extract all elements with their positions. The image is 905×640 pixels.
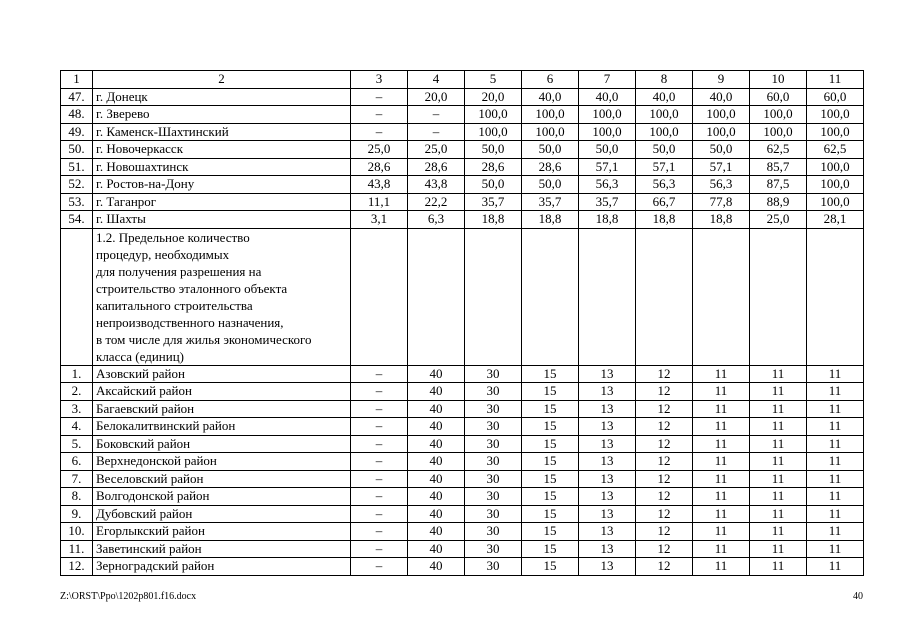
footer-file-path: Z:\ORST\Ppo\1202p801.f16.docx: [60, 591, 197, 602]
row-value: 100,0: [750, 123, 807, 141]
row-value: 40,0: [579, 88, 636, 106]
section-title-line: в том числе для жилья экономического: [96, 331, 312, 347]
row-number: 4.: [61, 418, 93, 436]
column-header: 4: [408, 71, 465, 89]
row-value: 11: [807, 383, 864, 401]
row-value: 50,0: [579, 141, 636, 159]
row-value: 11: [750, 400, 807, 418]
row-name: Зерноградский район: [93, 558, 351, 576]
row-value: 11,1: [351, 193, 408, 211]
row-value: 12: [636, 470, 693, 488]
row-value: 100,0: [750, 106, 807, 124]
row-value: 100,0: [807, 158, 864, 176]
row-value: 15: [522, 400, 579, 418]
row-value: 11: [750, 488, 807, 506]
column-header: 3: [351, 71, 408, 89]
row-value: 100,0: [807, 106, 864, 124]
row-value: 11: [807, 523, 864, 541]
section-title-line: для получения разрешения на: [96, 263, 262, 279]
row-value: 88,9: [750, 193, 807, 211]
table-row: [61, 540, 864, 558]
row-value: 100,0: [807, 193, 864, 211]
row-number: 52.: [61, 176, 93, 194]
row-value: 12: [636, 365, 693, 383]
row-number: 47.: [61, 88, 93, 106]
section-title-line: 1.2. Предельное количество: [96, 229, 250, 245]
row-number: 1.: [61, 365, 93, 383]
row-value: 50,0: [636, 141, 693, 159]
row-value: 15: [522, 383, 579, 401]
row-value: 15: [522, 505, 579, 523]
row-value: 30: [465, 383, 522, 401]
empty-cell: [579, 228, 636, 365]
row-number: 10.: [61, 523, 93, 541]
row-name: Аксайский район: [93, 383, 351, 401]
row-number: 3.: [61, 400, 93, 418]
row-value: 40: [408, 488, 465, 506]
row-value: 43,8: [408, 176, 465, 194]
row-value: 43,8: [351, 176, 408, 194]
row-name: г. Каменск-Шахтинский: [93, 123, 351, 141]
row-value: 13: [579, 400, 636, 418]
row-value: 50,0: [465, 176, 522, 194]
row-value: 11: [693, 383, 750, 401]
row-value: 13: [579, 558, 636, 576]
row-value: 56,3: [693, 176, 750, 194]
row-value: 50,0: [693, 141, 750, 159]
row-value: 56,3: [579, 176, 636, 194]
row-value: 11: [807, 470, 864, 488]
row-value: 11: [750, 470, 807, 488]
row-value: –: [351, 435, 408, 453]
row-value: 25,0: [351, 141, 408, 159]
column-header: 2: [93, 71, 351, 89]
row-value: 18,8: [465, 211, 522, 229]
row-value: 28,6: [465, 158, 522, 176]
table-row: [61, 365, 864, 383]
row-value: 40: [408, 540, 465, 558]
row-value: 11: [750, 383, 807, 401]
table-row: [61, 88, 864, 106]
empty-cell: [693, 228, 750, 365]
row-name: г. Донецк: [93, 88, 351, 106]
row-value: 11: [750, 505, 807, 523]
row-value: 18,8: [579, 211, 636, 229]
row-name: Азовский район: [93, 365, 351, 383]
row-number: 6.: [61, 453, 93, 471]
row-value: 40: [408, 523, 465, 541]
row-name: Белокалитвинский район: [93, 418, 351, 436]
row-value: 15: [522, 453, 579, 471]
row-number: 50.: [61, 141, 93, 159]
row-value: 18,8: [636, 211, 693, 229]
row-value: 25,0: [408, 141, 465, 159]
row-value: 11: [807, 418, 864, 436]
section-row: [61, 228, 864, 365]
table-row: [61, 523, 864, 541]
row-value: 100,0: [693, 123, 750, 141]
row-name: г. Новочеркасск: [93, 141, 351, 159]
empty-cell: [351, 228, 408, 365]
row-value: –: [351, 123, 408, 141]
row-name: Веселовский район: [93, 470, 351, 488]
row-value: 50,0: [522, 141, 579, 159]
row-value: 12: [636, 540, 693, 558]
row-value: 35,7: [465, 193, 522, 211]
row-value: 11: [807, 540, 864, 558]
row-value: 30: [465, 540, 522, 558]
row-number: 12.: [61, 558, 93, 576]
row-value: 11: [807, 435, 864, 453]
row-value: 11: [750, 540, 807, 558]
row-value: 100,0: [636, 106, 693, 124]
row-value: –: [351, 540, 408, 558]
row-value: 100,0: [807, 176, 864, 194]
row-value: 40: [408, 383, 465, 401]
row-value: 18,8: [693, 211, 750, 229]
row-value: 11: [750, 435, 807, 453]
row-value: –: [351, 488, 408, 506]
row-value: 11: [750, 453, 807, 471]
column-header: 6: [522, 71, 579, 89]
row-value: 13: [579, 505, 636, 523]
row-value: 28,1: [807, 211, 864, 229]
row-value: 50,0: [465, 141, 522, 159]
row-number: 7.: [61, 470, 93, 488]
row-value: 28,6: [351, 158, 408, 176]
table-body: [61, 71, 864, 576]
column-header: 9: [693, 71, 750, 89]
row-value: 57,1: [693, 158, 750, 176]
row-value: 13: [579, 435, 636, 453]
table-row: [61, 488, 864, 506]
row-value: 12: [636, 400, 693, 418]
row-value: 11: [693, 523, 750, 541]
row-value: 40: [408, 400, 465, 418]
column-header: 11: [807, 71, 864, 89]
row-value: 13: [579, 418, 636, 436]
row-value: 11: [693, 558, 750, 576]
row-value: 11: [750, 365, 807, 383]
empty-cell: [750, 228, 807, 365]
column-header: 8: [636, 71, 693, 89]
row-name: Заветинский район: [93, 540, 351, 558]
row-value: 100,0: [522, 123, 579, 141]
row-name: г. Ростов-на-Дону: [93, 176, 351, 194]
row-value: –: [351, 400, 408, 418]
row-value: 62,5: [750, 141, 807, 159]
row-name: Верхнедонской район: [93, 453, 351, 471]
row-value: 40,0: [636, 88, 693, 106]
row-value: 11: [807, 505, 864, 523]
row-name: Боковский район: [93, 435, 351, 453]
row-name: г. Новошахтинск: [93, 158, 351, 176]
empty-cell: [522, 228, 579, 365]
row-value: 15: [522, 558, 579, 576]
row-value: 11: [693, 470, 750, 488]
table-row: [61, 400, 864, 418]
row-value: 25,0: [750, 211, 807, 229]
row-value: 30: [465, 435, 522, 453]
row-value: 100,0: [693, 106, 750, 124]
row-value: 3,1: [351, 211, 408, 229]
row-number: 11.: [61, 540, 93, 558]
row-value: 11: [807, 453, 864, 471]
row-value: 40: [408, 453, 465, 471]
row-value: 11: [693, 505, 750, 523]
row-number: 54.: [61, 211, 93, 229]
section-title-line: капитального строительства: [96, 297, 253, 313]
row-value: 11: [807, 365, 864, 383]
row-name: Дубовский район: [93, 505, 351, 523]
row-value: 40,0: [693, 88, 750, 106]
table-row: [61, 106, 864, 124]
row-value: 18,8: [522, 211, 579, 229]
row-value: –: [351, 88, 408, 106]
row-value: 40,0: [522, 88, 579, 106]
row-value: 30: [465, 505, 522, 523]
column-header: 7: [579, 71, 636, 89]
row-value: 30: [465, 558, 522, 576]
row-value: 35,7: [522, 193, 579, 211]
row-value: 30: [465, 488, 522, 506]
section-title: [93, 228, 351, 365]
row-value: –: [351, 106, 408, 124]
section-title-line: непроизводственного назначения,: [96, 314, 284, 330]
row-value: 40: [408, 470, 465, 488]
row-value: 60,0: [750, 88, 807, 106]
row-value: 40: [408, 365, 465, 383]
row-value: 100,0: [579, 106, 636, 124]
row-name: г. Таганрог: [93, 193, 351, 211]
row-value: 11: [750, 523, 807, 541]
row-name: Егорлыкский район: [93, 523, 351, 541]
row-value: 15: [522, 488, 579, 506]
data-table: [60, 70, 864, 576]
column-header: 1: [61, 71, 93, 89]
row-number: 48.: [61, 106, 93, 124]
row-value: 100,0: [465, 123, 522, 141]
row-value: 30: [465, 470, 522, 488]
row-value: 11: [807, 558, 864, 576]
empty-cell: [636, 228, 693, 365]
row-value: 13: [579, 523, 636, 541]
column-header: 5: [465, 71, 522, 89]
row-value: 56,3: [636, 176, 693, 194]
row-value: 30: [465, 453, 522, 471]
row-value: 22,2: [408, 193, 465, 211]
row-value: 11: [693, 488, 750, 506]
section-title-line: процедур, необходимых: [96, 246, 230, 262]
empty-cell: [807, 228, 864, 365]
row-value: 11: [693, 540, 750, 558]
row-value: –: [408, 106, 465, 124]
row-name: Багаевский район: [93, 400, 351, 418]
row-number: 8.: [61, 488, 93, 506]
row-value: 13: [579, 540, 636, 558]
header-row: [61, 71, 864, 89]
row-value: 20,0: [465, 88, 522, 106]
table-row: [61, 383, 864, 401]
row-number: 9.: [61, 505, 93, 523]
footer-page-number: 40: [853, 591, 863, 602]
row-name: г. Шахты: [93, 211, 351, 229]
row-value: –: [351, 453, 408, 471]
row-value: 11: [693, 365, 750, 383]
row-value: 57,1: [636, 158, 693, 176]
row-number: 53.: [61, 193, 93, 211]
row-value: –: [408, 123, 465, 141]
section-title-line: строительство эталонного объекта: [96, 280, 288, 296]
table-row: [61, 418, 864, 436]
row-value: 30: [465, 418, 522, 436]
row-value: 35,7: [579, 193, 636, 211]
table-row: [61, 176, 864, 194]
row-value: 11: [693, 418, 750, 436]
row-value: 13: [579, 365, 636, 383]
row-number: 49.: [61, 123, 93, 141]
row-value: 6,3: [408, 211, 465, 229]
row-value: 40: [408, 435, 465, 453]
row-value: 11: [693, 400, 750, 418]
row-value: –: [351, 558, 408, 576]
row-value: 15: [522, 540, 579, 558]
row-value: 15: [522, 470, 579, 488]
row-value: 12: [636, 558, 693, 576]
row-number: 51.: [61, 158, 93, 176]
row-value: 13: [579, 470, 636, 488]
table-row: [61, 193, 864, 211]
row-value: 11: [750, 558, 807, 576]
table-row: [61, 558, 864, 576]
section-title-line: класса (единиц): [96, 348, 184, 364]
row-value: 13: [579, 383, 636, 401]
row-value: 11: [807, 400, 864, 418]
row-value: 100,0: [807, 123, 864, 141]
row-value: 87,5: [750, 176, 807, 194]
row-value: 12: [636, 488, 693, 506]
row-value: 100,0: [465, 106, 522, 124]
row-value: 85,7: [750, 158, 807, 176]
table-row: [61, 123, 864, 141]
row-value: 100,0: [636, 123, 693, 141]
row-value: 30: [465, 523, 522, 541]
row-value: 40: [408, 418, 465, 436]
row-value: 28,6: [522, 158, 579, 176]
row-value: 60,0: [807, 88, 864, 106]
row-value: 40: [408, 505, 465, 523]
row-value: 15: [522, 418, 579, 436]
table-row: [61, 470, 864, 488]
row-value: 13: [579, 488, 636, 506]
row-value: 28,6: [408, 158, 465, 176]
row-value: 77,8: [693, 193, 750, 211]
row-value: 100,0: [522, 106, 579, 124]
row-value: 11: [750, 418, 807, 436]
row-number: 2.: [61, 383, 93, 401]
section-number-cell: [61, 228, 93, 365]
row-value: 12: [636, 453, 693, 471]
row-value: –: [351, 523, 408, 541]
row-value: 15: [522, 435, 579, 453]
row-value: –: [351, 470, 408, 488]
row-value: 15: [522, 523, 579, 541]
table-row: [61, 158, 864, 176]
row-value: 100,0: [579, 123, 636, 141]
table-row: [61, 141, 864, 159]
row-value: 12: [636, 505, 693, 523]
row-value: 11: [807, 488, 864, 506]
row-number: 5.: [61, 435, 93, 453]
row-value: 57,1: [579, 158, 636, 176]
empty-cell: [465, 228, 522, 365]
table-row: [61, 435, 864, 453]
row-value: 62,5: [807, 141, 864, 159]
table-row: [61, 211, 864, 229]
row-value: 66,7: [636, 193, 693, 211]
row-value: 40: [408, 558, 465, 576]
row-value: 30: [465, 400, 522, 418]
row-value: 12: [636, 523, 693, 541]
row-value: –: [351, 418, 408, 436]
row-value: 50,0: [522, 176, 579, 194]
row-value: 30: [465, 365, 522, 383]
row-value: 13: [579, 453, 636, 471]
row-value: 20,0: [408, 88, 465, 106]
row-value: 12: [636, 435, 693, 453]
row-value: 11: [693, 435, 750, 453]
row-value: 12: [636, 383, 693, 401]
table-row: [61, 453, 864, 471]
column-header: 10: [750, 71, 807, 89]
row-value: 12: [636, 418, 693, 436]
row-name: г. Зверево: [93, 106, 351, 124]
table-row: [61, 505, 864, 523]
row-value: –: [351, 365, 408, 383]
row-value: –: [351, 383, 408, 401]
empty-cell: [408, 228, 465, 365]
row-value: 15: [522, 365, 579, 383]
row-name: Волгодонской район: [93, 488, 351, 506]
row-value: 11: [693, 453, 750, 471]
row-value: –: [351, 505, 408, 523]
